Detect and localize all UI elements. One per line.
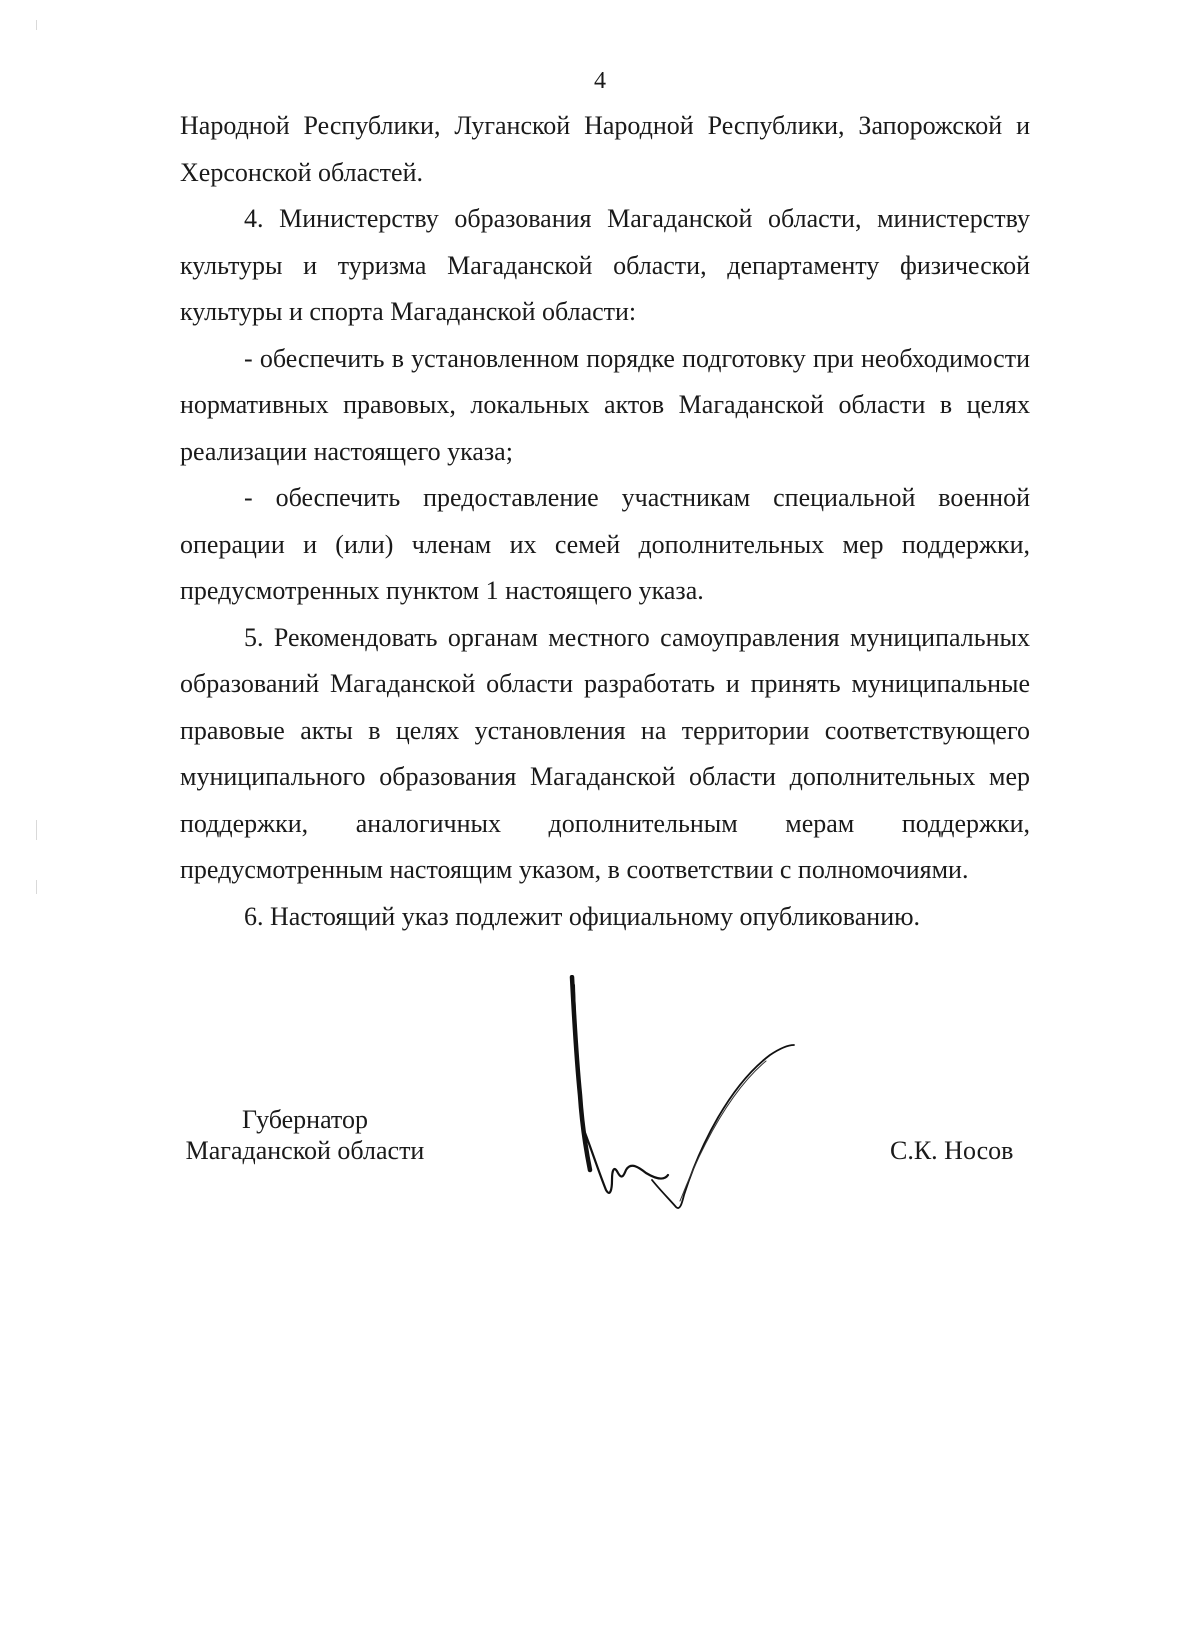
- paragraph-subitem-2: - обеспечить предоставление участникам специальной военной операции и (или) членам их семей дополнительных мер поддержки, предусмотренных пунктом 1 настоящего указа.: [180, 483, 1030, 605]
- scan-artifact: [36, 880, 37, 894]
- paragraph-continuation: Народной Республики, Луганской Народной Республики, Запорожской и Херсонской областей.: [180, 111, 1030, 187]
- scan-artifact: [36, 20, 37, 30]
- signatory-title-line-2: Магаданской области: [185, 1136, 425, 1165]
- handwritten-signature: [560, 975, 820, 1215]
- signature-block: [0, 1100, 1200, 1260]
- signatory-title-line-1: Губернатор: [242, 1105, 368, 1134]
- signatory-name: С.К. Носов: [890, 1136, 1014, 1165]
- paragraph-item-6: 6. Настоящий указ подлежит официальному опубликованию.: [244, 901, 921, 931]
- paragraph-item-4: 4. Министерству образования Магаданской области, министерству культуры и туризма Магаданской области, департаменту физической культуры и спорта Магаданской области:: [180, 204, 1030, 326]
- paragraph-item-5: 5. Рекомендовать органам местного самоуправления муниципальных образований Магаданской области разработать и принять муниципальные правовые акты в целях установления на территории соответствующего муниципального образования Магаданской области дополнительных мер поддержки, аналогичных дополнительным мерам поддержки, предусмотренным настоящим указом, в соответствии с полномочиями.: [180, 622, 1030, 884]
- page-number: 4: [594, 68, 606, 94]
- signatory-title: [180, 1104, 430, 1166]
- paragraph-subitem-1: - обеспечить в установленном порядке подготовку при необходимости нормативных правовых, локальных актов Магаданской области в целях реализации настоящего указа;: [180, 343, 1030, 466]
- scan-artifact: [36, 820, 37, 840]
- document-body: [180, 103, 1030, 940]
